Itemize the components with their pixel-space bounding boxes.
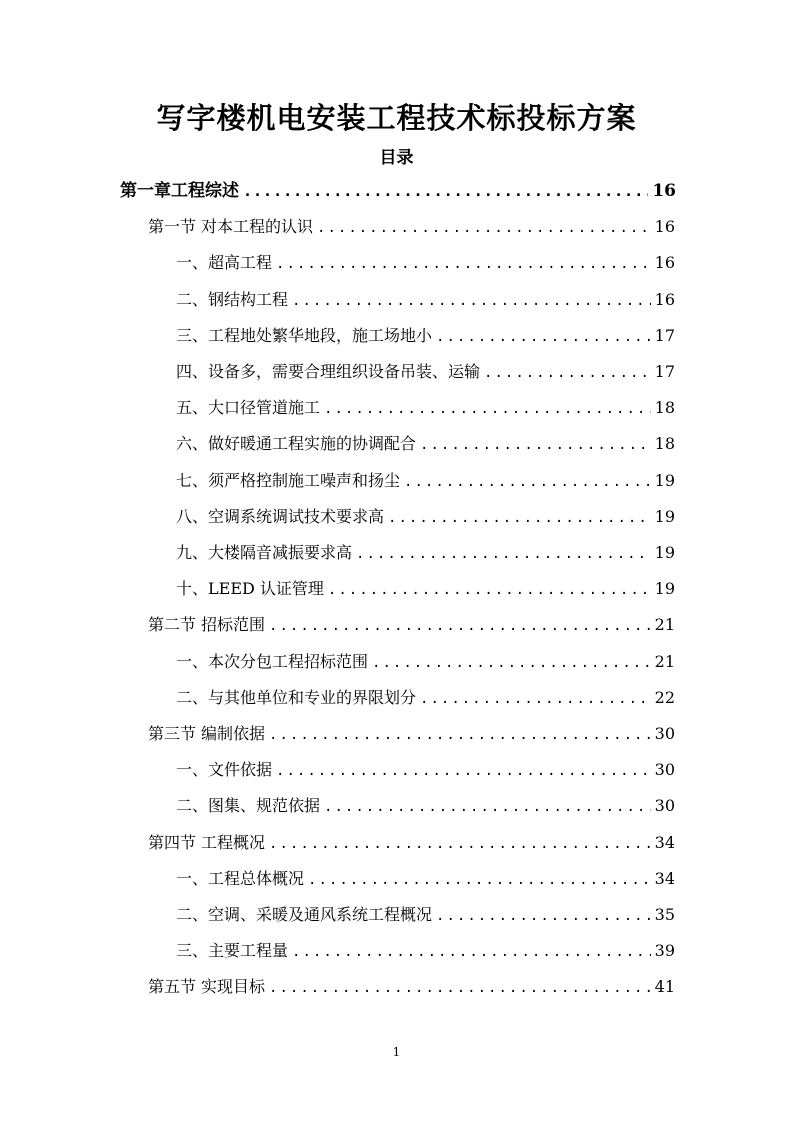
toc-entry-number: 第五节 xyxy=(148,977,197,997)
toc-entry-title: 主要工程量 xyxy=(208,941,289,961)
toc-entry[interactable] xyxy=(176,900,675,930)
toc-entry-number: 第一节 xyxy=(148,217,197,237)
toc-dot-leader xyxy=(308,865,651,895)
toc-entry[interactable] xyxy=(176,248,675,278)
toc-entry-number: 第三节 xyxy=(148,724,197,743)
page-number: 1 xyxy=(392,1045,401,1059)
toc-entry-title: 超高工程 xyxy=(208,253,273,273)
toc-dot-leader xyxy=(420,684,651,714)
toc-entry-title: 实现目标 xyxy=(201,977,266,997)
toc-entry-number: 三、 xyxy=(176,941,209,961)
toc-dot-leader xyxy=(356,539,651,569)
toc-entry-number: 一、 xyxy=(176,651,209,671)
toc-entry-page: 30 xyxy=(654,796,675,816)
toc-entry-number: 三、 xyxy=(176,325,209,345)
toc-dot-leader xyxy=(317,213,651,243)
toc-dot-leader xyxy=(328,575,651,605)
toc-entry-number: 第一章 xyxy=(120,181,171,201)
toc-entry-number: 四、 xyxy=(176,362,209,381)
toc-entry-title: 对本工程的认识 xyxy=(201,217,314,237)
toc-entry-page: 41 xyxy=(654,977,675,997)
toc-entry-title: 大楼隔音减振要求高 xyxy=(208,543,353,562)
toc-entry-title: 做好暖通工程实施的协调配合 xyxy=(208,434,417,454)
toc-entry-page: 19 xyxy=(654,470,675,490)
toc-entry-title: 招标范围 xyxy=(201,615,266,635)
toc-entry-title: 文件依据 xyxy=(208,760,273,780)
toc-entry-title: 空调系统调试技术要求高 xyxy=(208,506,385,526)
toc-entry[interactable] xyxy=(176,647,675,677)
toc-dot-leader xyxy=(436,901,651,931)
toc-dot-leader xyxy=(269,973,651,1003)
toc-entry-page: 19 xyxy=(654,543,675,562)
toc-entry-number: 五、 xyxy=(176,398,209,418)
toc-entry[interactable] xyxy=(176,574,675,604)
toc-entry[interactable] xyxy=(176,393,675,423)
toc-entry[interactable] xyxy=(176,936,675,966)
toc-entry-page: 16 xyxy=(652,181,676,201)
toc-entry-number: 二、 xyxy=(176,687,209,707)
toc-entry-page: 21 xyxy=(654,615,675,635)
toc-entry-title: 与其他单位和专业的界限划分 xyxy=(208,687,417,707)
toc-dot-leader xyxy=(292,937,651,967)
toc-entry-number: 第四节 xyxy=(148,832,197,852)
toc-entry-title: 钢结构工程 xyxy=(208,289,289,309)
toc-entry[interactable] xyxy=(120,176,676,206)
toc-entry[interactable] xyxy=(176,357,675,387)
toc-dot-leader xyxy=(324,394,651,424)
toc-entry[interactable] xyxy=(176,321,675,351)
toc-entry-number: 第二节 xyxy=(148,615,197,635)
toc-entry[interactable] xyxy=(148,972,675,1002)
toc-entry-page: 17 xyxy=(654,325,675,345)
toc-entry-title: 设备多，需要合理组织设备吊装、运输 xyxy=(208,362,481,381)
toc-entry-number: 七、 xyxy=(176,470,209,490)
toc-dot-leader xyxy=(276,249,651,279)
toc-entry-page: 19 xyxy=(654,579,675,599)
toc-entry-page: 22 xyxy=(654,687,675,707)
toc-entry-title: 大口径管道施工 xyxy=(208,398,321,418)
toc-dot-leader xyxy=(269,611,651,641)
toc-entry[interactable] xyxy=(148,719,675,749)
toc-entry-page: 18 xyxy=(654,398,675,418)
toc-entry-page: 16 xyxy=(654,217,675,237)
toc-entry-page: 39 xyxy=(654,941,675,961)
toc-entry-title: LEED 认证管理 xyxy=(208,579,324,599)
toc-dot-leader xyxy=(436,322,651,352)
toc-entry[interactable] xyxy=(148,828,675,858)
toc-entry[interactable] xyxy=(148,212,675,242)
toc-entry-number: 二、 xyxy=(176,905,209,924)
toc-entry-number: 六、 xyxy=(176,434,209,454)
toc-dot-leader xyxy=(243,176,648,206)
toc-dot-leader xyxy=(484,358,651,388)
toc-dot-leader xyxy=(324,792,651,822)
toc-entry-page: 19 xyxy=(654,506,675,526)
toc-entry[interactable] xyxy=(176,502,675,532)
toc-dot-leader xyxy=(388,503,651,533)
toc-dot-leader xyxy=(292,286,651,316)
toc-dot-leader xyxy=(420,430,651,460)
toc-entry-number: 二、 xyxy=(176,289,209,309)
toc-entry-page: 16 xyxy=(654,253,675,273)
toc-entry-number: 十、 xyxy=(176,579,209,599)
toc-entry-number: 一、 xyxy=(176,760,209,780)
toc-entry-page: 18 xyxy=(654,434,675,454)
toc-entry-page: 34 xyxy=(654,868,675,888)
toc-dot-leader xyxy=(404,467,651,497)
toc-entry-page: 34 xyxy=(654,832,675,852)
toc-entry-page: 17 xyxy=(654,362,675,381)
toc-entry-title: 工程地处繁华地段，施工场地小 xyxy=(208,325,433,345)
toc-entry[interactable] xyxy=(176,466,675,496)
toc-dot-leader xyxy=(276,756,651,786)
toc-entry-title: 编制依据 xyxy=(201,724,266,743)
toc-entry[interactable] xyxy=(176,791,675,821)
toc-dot-leader xyxy=(269,829,651,859)
toc-entry-title: 图集、规范依据 xyxy=(208,796,321,816)
toc-entry[interactable] xyxy=(176,429,675,459)
toc-entry-title: 工程综述 xyxy=(171,181,239,201)
toc-entry[interactable] xyxy=(148,610,675,640)
toc-entry[interactable] xyxy=(176,755,675,785)
toc-entry-number: 二、 xyxy=(176,796,209,816)
toc-entry-title: 本次分包工程招标范围 xyxy=(208,651,369,671)
toc-entry-number: 九、 xyxy=(176,543,209,562)
toc-entry-page: 35 xyxy=(654,905,675,924)
toc-dot-leader xyxy=(372,648,651,678)
toc-dot-leader xyxy=(269,720,651,750)
toc-entry-title: 工程总体概况 xyxy=(208,868,305,888)
toc-entry[interactable] xyxy=(176,683,675,713)
toc-entry-number: 一、 xyxy=(176,868,209,888)
toc-heading: 目录 xyxy=(379,148,414,168)
document-title: 写字楼机电安装工程技术标投标方案 xyxy=(156,101,637,135)
toc-entry[interactable] xyxy=(176,285,675,315)
toc-entry-title: 空调、采暖及通风系统工程概况 xyxy=(208,905,433,924)
toc-entry-title: 工程概况 xyxy=(201,832,266,852)
toc-entry-number: 八、 xyxy=(176,506,209,526)
toc-entry-page: 16 xyxy=(654,289,675,309)
toc-entry-number: 一、 xyxy=(176,253,209,273)
toc-entry[interactable] xyxy=(176,538,675,568)
toc-entry-page: 30 xyxy=(654,724,675,743)
toc-entry-title: 须严格控制施工噪声和扬尘 xyxy=(208,470,401,490)
toc-entry[interactable] xyxy=(176,864,675,894)
toc-entry-page: 21 xyxy=(654,651,675,671)
toc-entry-page: 30 xyxy=(654,760,675,780)
